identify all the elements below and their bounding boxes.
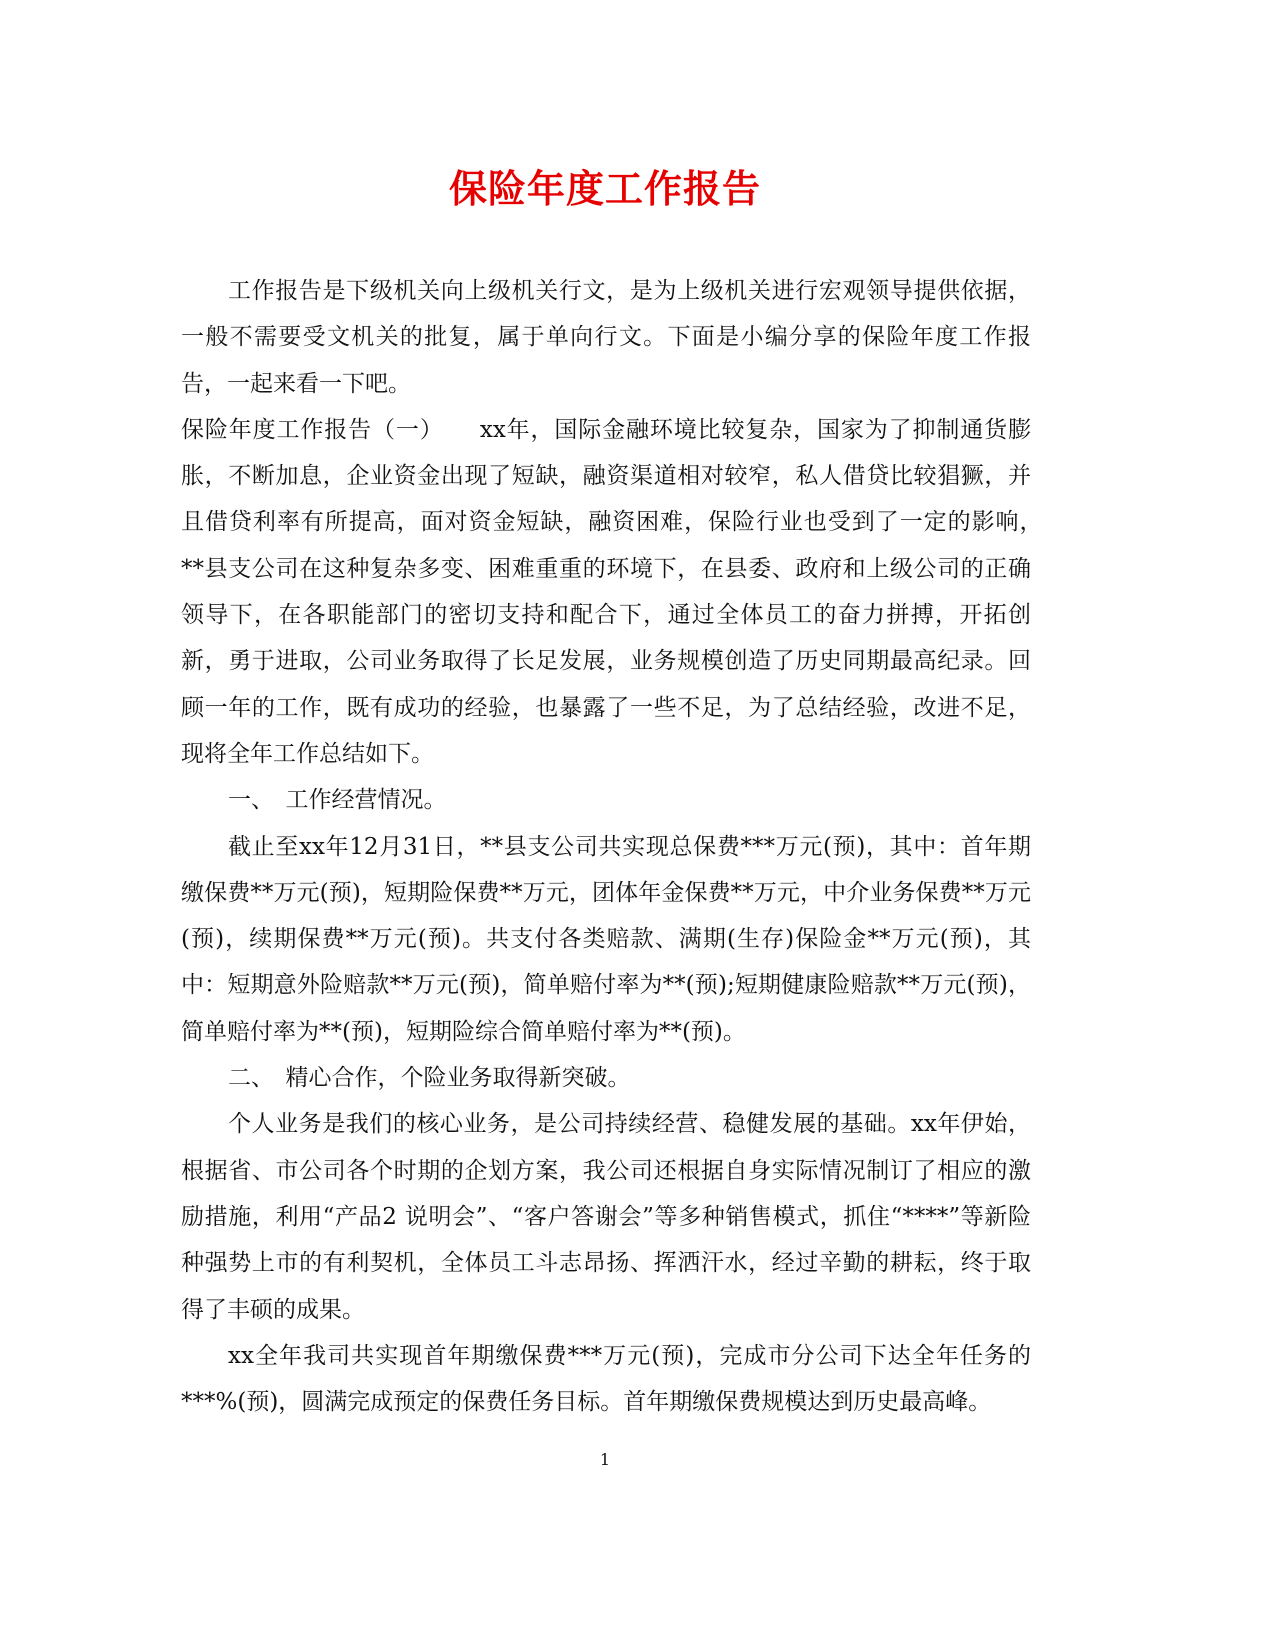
individual-business-paragraph: 个人业务是我们的核心业务，是公司持续经营、稳健发展的基础。xx年伊始，根据省、市公司各个时期的企划方案，我公司还根据自身实际情况制订了相应的激励措施，利用“产品2 说明会”、“客户答谢会”等多种销售模式，抓住“****”等新险种强势上市的有利契机，全体员工斗志昂扬、挥洒汗水，经过辛勤的耕耘，终于取得了丰硕的成果。 bbox=[181, 1111, 1031, 1323]
document-body bbox=[181, 268, 1054, 1425]
annual-premium-paragraph: xx全年我司共实现首年期缴保费***万元(预)，完成市分公司下达全年任务的***%(预)，圆满完成预定的保费任务目标。首年期缴保费规模达到历史最高峰。 bbox=[181, 1342, 1031, 1416]
operations-paragraph: 截止至xx年12月31日，**县支公司共实现总保费***万元(预)，其中：首年期缴保费**万元(预)，短期险保费**万元，团体年金保费**万元，中介业务保费**万元(预)，续期保费**万元(预)。共支付各类赔款、满期(生存)保险金**万元(预)，其中：短期意外险赔款**万元(预)，简单赔付率为**(预);短期健康险赔款**万元(预)，简单赔付率为**(预)，短期险综合简单赔付率为**(预)。 bbox=[181, 833, 1031, 1045]
page-number: 1 bbox=[599, 1450, 611, 1469]
intro-paragraph: 工作报告是下级机关向上级机关行文，是为上级机关进行宏观领导提供依据，一般不需要受文机关的批复，属于单向行文。下面是小编分享的保险年度工作报告，一起来看一下吧。 bbox=[181, 278, 1031, 397]
report-one-paragraph: 保险年度工作报告（一） xx年，国际金融环境比较复杂，国家为了抑制通货膨胀，不断加息，企业资金出现了短缺，融资渠道相对较窄，私人借贷比较猖獗，并且借贷利率有所提高，面对资金短缺，融资困难，保险行业也受到了一定的影响， **县支公司在这种复杂多变、困难重重的环境下，在县委、政府和上级公司的正确领导下，在各职能部门的密切支持和配合下，通过全体员工的奋力拼搏，开拓创新，勇于进取，公司业务取得了长足发展，业务规模创造了历史同期最高纪录。回顾一年的工作，既有成功的经验，也暴露了一些不足，为了总结经验，改进不足，现将全年工作总结如下。 bbox=[181, 416, 1054, 767]
section-heading-2: 二、 精心合作，个险业务取得新突破。 bbox=[228, 1065, 631, 1092]
document-title: 保险年度工作报告 bbox=[448, 166, 761, 211]
section-heading-1: 一、 工作经营情况。 bbox=[228, 787, 447, 814]
